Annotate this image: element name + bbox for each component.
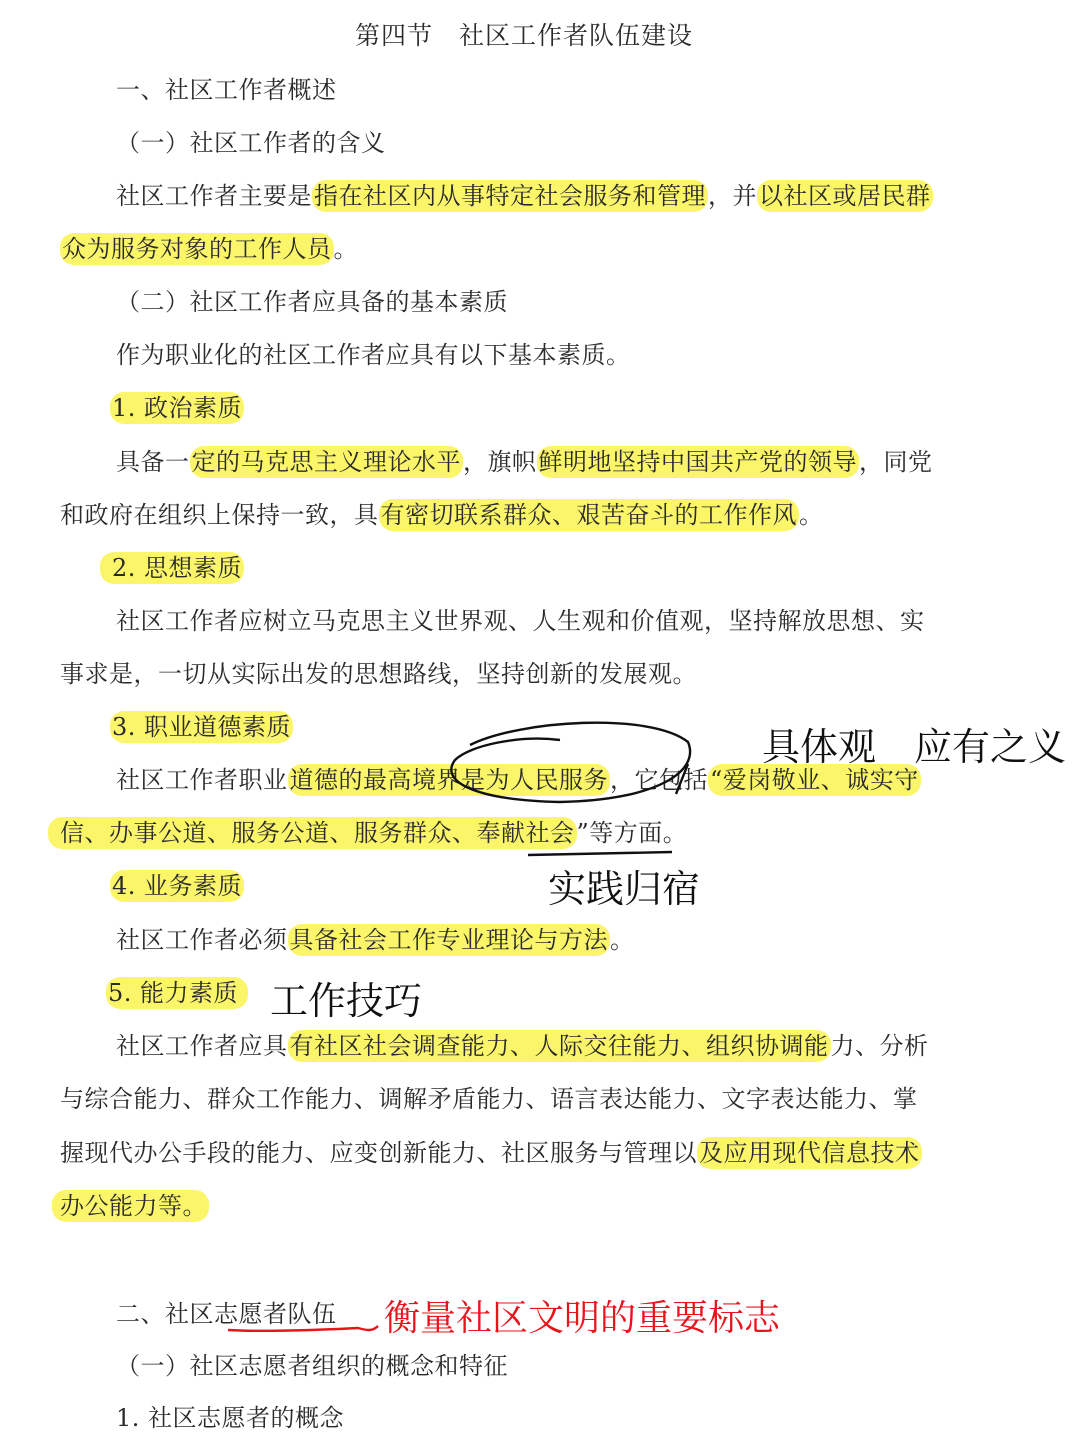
subsection-2-1-heading: （一）社区志愿者组织的概念和特征 [116, 1352, 508, 1380]
page-title: 第四节 社区工作者队伍建设 [355, 21, 694, 50]
highlight: 具备社会工作专业理论与方法 [289, 926, 608, 954]
quality-5-line-3: 握现代办公手段的能力、应变创新能力、社区服务与管理以及应用现代信息技术 [60, 1139, 920, 1167]
highlight: 1. 政治素质 [112, 394, 243, 422]
quality-5-line-1: 社区工作者应具有社区社会调查能力、人际交往能力、组织协调能力、分析 [116, 1032, 929, 1060]
highlight: 以社区或居民群 [759, 182, 931, 210]
highlight: 有密切联系群众、艰苦奋斗的工作作风 [380, 501, 797, 529]
highlight: 众为服务对象的工作人员 [62, 235, 332, 263]
definition-line-1: 社区工作者主要是指在社区内从事特定社会服务和管理，并以社区或居民群 [116, 182, 931, 210]
highlight: 定的马克思主义理论水平 [191, 448, 461, 476]
highlight: 信、办事公道、服务公道、服务群众、奉献社会 [48, 817, 577, 849]
highlight: 5. 能力素质 [106, 977, 248, 1009]
handwritten-note-q3-right: 具体观 应有之义 [762, 725, 1067, 769]
section-2-item-1: 1. 社区志愿者的概念 [116, 1404, 345, 1432]
quality-5-line-2: 与综合能力、群众工作能力、调解矛盾能力、语言表达能力、文字表达能力、掌 [60, 1085, 918, 1113]
quality-1-line-2: 和政府在组织上保持一致，具有密切联系群众、艰苦奋斗的工作作风。 [60, 501, 824, 529]
highlight: 办公能力等。 [52, 1190, 209, 1222]
quality-3-line-1: 社区工作者职业道德的最高境界是为人民服务，它包括“爱岗敬业、诚实守 [116, 766, 919, 794]
highlight: 4. 业务素质 [112, 872, 243, 900]
quality-3-line-2: 信、办事公道、服务公道、服务群众、奉献社会”等方面。 [48, 817, 687, 849]
highlight: 有社区社会调查能力、人际交往能力、组织协调能 [289, 1032, 829, 1060]
highlight: 2. 思想素质 [100, 552, 244, 584]
ink-circle [451, 723, 690, 802]
quality-2-line-1: 社区工作者应树立马克思主义世界观、人生观和价值观，坚持解放思想、实 [116, 607, 925, 635]
subsection-1-2-heading: （二）社区工作者应具备的基本素质 [116, 288, 508, 316]
quality-1-line-1: 具备一定的马克思主义理论水平，旗帜鲜明地坚持中国共产党的领导，同党 [116, 448, 933, 476]
section-2-heading: 二、社区志愿者队伍 [116, 1300, 337, 1328]
highlight: 道德的最高境界是为人民服务 [289, 766, 608, 794]
underlined-phrase: 志愿者队伍 [214, 1300, 337, 1328]
definition-line-2: 众为服务对象的工作人员。 [62, 235, 358, 263]
qualities-intro: 作为职业化的社区工作者应具有以下基本素质。 [116, 341, 631, 369]
subsection-1-1-heading: （一）社区工作者的含义 [116, 129, 386, 157]
handwritten-note-section2: 衡量社区文明的重要标志 [384, 1298, 781, 1339]
highlight: 3. 职业道德素质 [112, 713, 292, 741]
highlight: 鲜明地坚持中国共产党的领导 [538, 448, 857, 476]
handwritten-note-q5: 工作技巧 [270, 979, 423, 1023]
highlight: 指在社区内从事特定社会服务和管理 [314, 182, 706, 210]
highlight: 及应用现代信息技术 [699, 1139, 920, 1167]
quality-2-line-2: 事求是，一切从实际出发的思想路线，坚持创新的发展观。 [60, 660, 697, 688]
quality-4-line-1: 社区工作者必须具备社会工作专业理论与方法。 [116, 926, 635, 954]
section-1-heading: 一、社区工作者概述 [116, 76, 337, 104]
ink-underline-section2 [228, 1326, 378, 1331]
highlight: “爱岗敬业、诚实守 [710, 766, 919, 794]
ink-underline-q3 [528, 852, 672, 855]
handwritten-note-q3-below: 实践归宿 [548, 867, 701, 911]
